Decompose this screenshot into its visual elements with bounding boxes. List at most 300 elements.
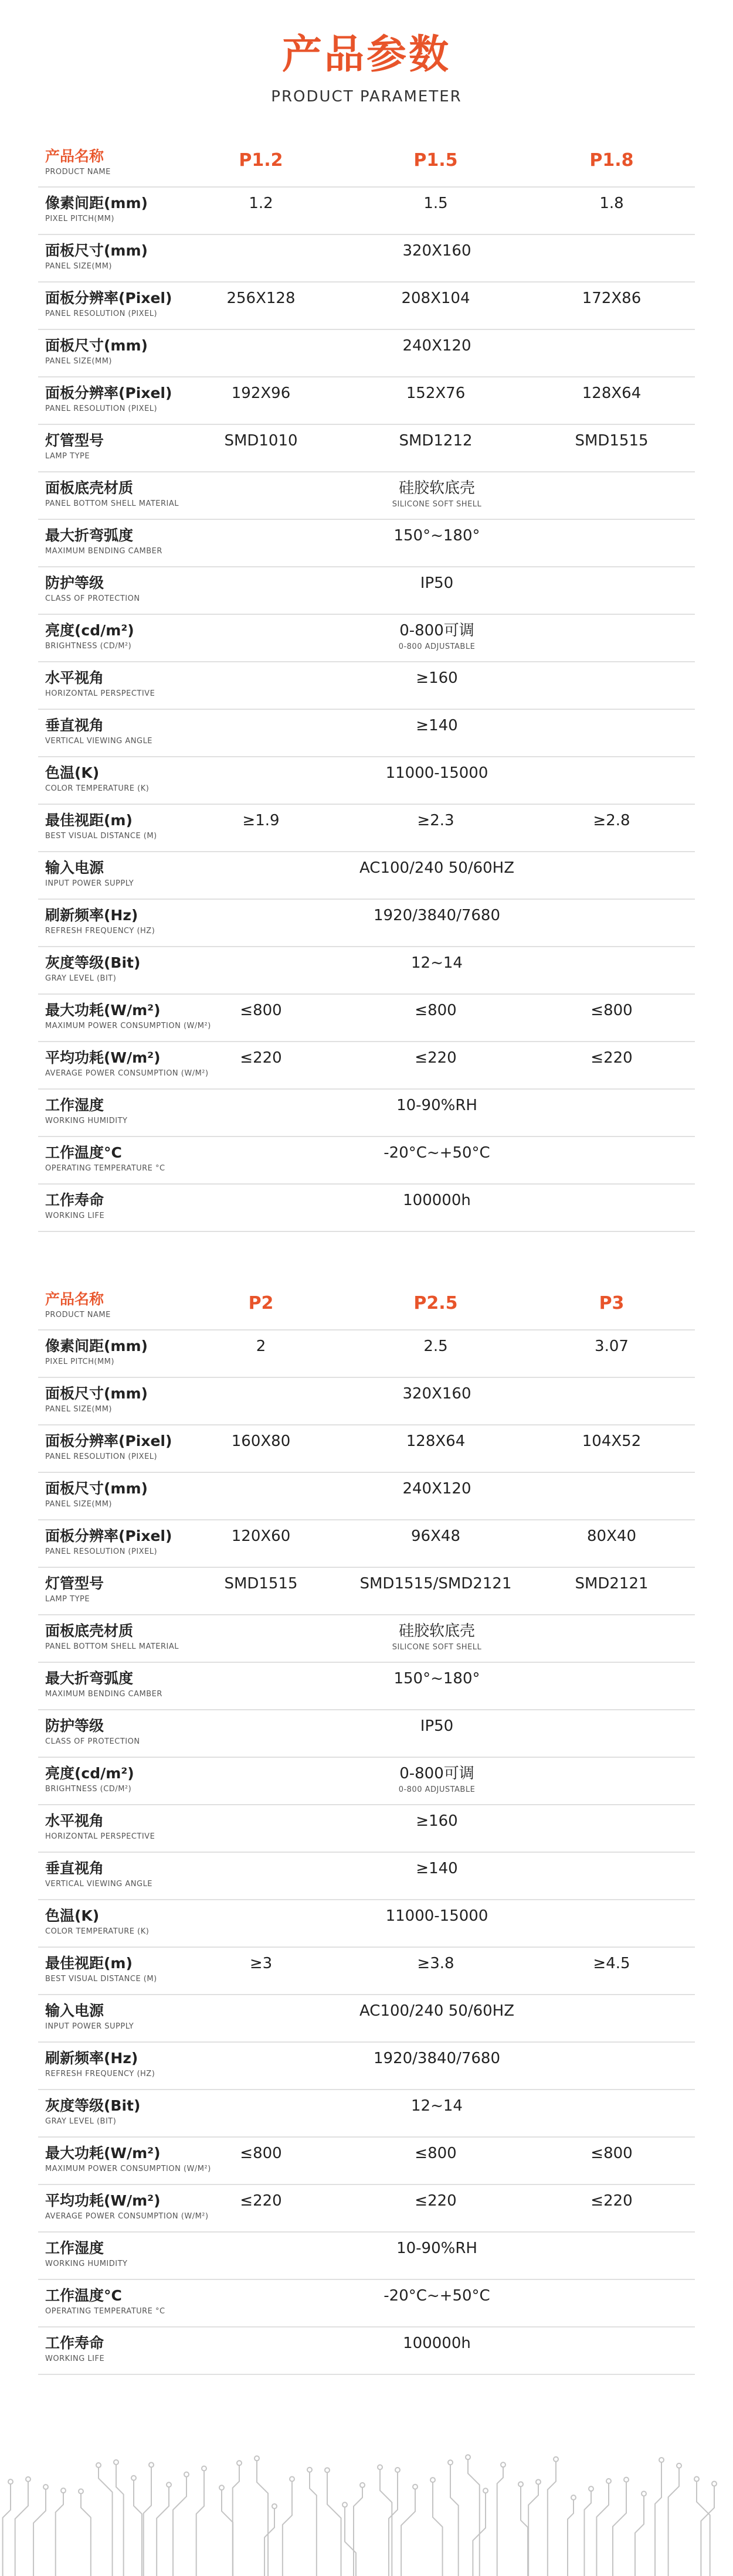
row-value: ≤800 bbox=[240, 2145, 282, 2162]
table-row bbox=[38, 1425, 695, 1473]
span-value-main: 11000-15000 bbox=[385, 764, 488, 782]
page-header bbox=[0, 32, 733, 106]
row-label-en: CLASS OF PROTECTION bbox=[45, 1737, 140, 1746]
circuit-trace bbox=[635, 2494, 644, 2576]
row-label-en: WORKING HUMIDITY bbox=[45, 1117, 128, 1125]
row-label-en: OPERATING TEMPERATURE °C bbox=[45, 1164, 165, 1173]
circuit-node bbox=[26, 2477, 30, 2482]
row-label-cn: 面板分辨率(Pixel) bbox=[45, 384, 172, 401]
header-label-en: PRODUCT NAME bbox=[45, 1311, 111, 1319]
row-span-value bbox=[261, 622, 613, 651]
row-label-cn: 水平视角 bbox=[45, 1812, 104, 1829]
circuit-node bbox=[272, 2504, 277, 2509]
circuit-trace bbox=[257, 2458, 268, 2576]
row-label bbox=[45, 2050, 233, 2080]
row-label-en: REFRESH FREQUENCY (HZ) bbox=[45, 2070, 155, 2078]
circuit-node bbox=[413, 2485, 418, 2489]
circuit-node bbox=[184, 2472, 189, 2477]
table-row bbox=[38, 1758, 695, 1805]
model-name: P1.8 bbox=[589, 150, 634, 171]
table-row bbox=[38, 2185, 695, 2233]
row-label-cn: 输入电源 bbox=[45, 859, 104, 876]
row-value: 172X86 bbox=[582, 290, 642, 307]
model-name: P1.2 bbox=[239, 150, 283, 171]
circuit-trace bbox=[354, 2485, 362, 2576]
table-row bbox=[38, 2138, 695, 2185]
row-label-en: MAXIMUM POWER CONSUMPTION (W/M²) bbox=[45, 2165, 211, 2173]
table-row bbox=[38, 662, 695, 710]
span-value-main: ≥140 bbox=[416, 717, 458, 734]
span-value-main: 320X160 bbox=[402, 242, 471, 260]
table-row bbox=[38, 1473, 695, 1520]
span-value-main: 11000-15000 bbox=[385, 1907, 488, 1925]
row-span-value bbox=[261, 1144, 613, 1162]
table-row bbox=[38, 1185, 695, 1232]
row-label-cn: 垂直视角 bbox=[45, 717, 104, 734]
row-label-en: HORIZONTAL PERSPECTIVE bbox=[45, 689, 155, 698]
row-label bbox=[45, 717, 233, 747]
row-label bbox=[45, 1717, 233, 1747]
row-label-cn: 防护等级 bbox=[45, 1717, 104, 1734]
span-value-main: 240X120 bbox=[402, 1480, 471, 1498]
circuit-trace bbox=[697, 2479, 710, 2576]
row-label-cn: 水平视角 bbox=[45, 669, 104, 686]
circuit-trace bbox=[157, 2485, 169, 2576]
row-label-cn: 防护等级 bbox=[45, 574, 104, 591]
row-span-value bbox=[261, 337, 613, 355]
row-label-en: LAMP TYPE bbox=[45, 452, 90, 461]
table-header-row bbox=[38, 141, 695, 188]
circuit-trace bbox=[173, 2475, 186, 2576]
row-value: ≥2.3 bbox=[417, 812, 454, 829]
row-value: SMD1515/SMD2121 bbox=[359, 1575, 512, 1592]
circuit-trace bbox=[450, 2462, 459, 2576]
row-label-en: GRAY LEVEL (BIT) bbox=[45, 974, 117, 983]
row-label bbox=[45, 1907, 233, 1937]
row-label-cn: 灯管型号 bbox=[45, 432, 104, 449]
circuit-node bbox=[149, 2462, 154, 2467]
circuit-trace bbox=[668, 2466, 679, 2576]
row-value: 128X64 bbox=[582, 384, 642, 402]
row-label-en: PANEL SIZE(MM) bbox=[45, 1405, 112, 1414]
table-row bbox=[38, 1615, 695, 1663]
table-row bbox=[38, 615, 695, 662]
span-value-main: 1920/3840/7680 bbox=[373, 2050, 501, 2067]
circuit-node bbox=[360, 2483, 365, 2487]
model-name: P2.5 bbox=[413, 1293, 458, 1313]
circuit-trace bbox=[116, 2462, 124, 2576]
table-row bbox=[38, 2233, 695, 2280]
row-label-en: AVERAGE POWER CONSUMPTION (W/M²) bbox=[45, 1069, 209, 1078]
span-value-main: IP50 bbox=[420, 1717, 454, 1735]
row-label-cn: 亮度(cd/m²) bbox=[45, 622, 134, 639]
span-value-sub: 0-800 ADJUSTABLE bbox=[398, 1785, 476, 1795]
circuit-trace bbox=[548, 2459, 556, 2576]
row-label-en: PANEL SIZE(MM) bbox=[45, 1500, 112, 1509]
span-value-sub: SILICONE SOFT SHELL bbox=[392, 500, 482, 509]
circuit-trace bbox=[327, 2470, 341, 2576]
model-name: P1.5 bbox=[413, 150, 458, 171]
circuit-node bbox=[624, 2478, 629, 2482]
row-label-cn: 最大折弯弧度 bbox=[45, 1670, 134, 1687]
row-label-cn: 工作湿度 bbox=[45, 1097, 104, 1114]
row-span-value bbox=[261, 2335, 613, 2353]
circuit-trace bbox=[701, 2484, 714, 2576]
row-label-en: BRIGHTNESS (CD/M²) bbox=[45, 642, 132, 651]
row-label bbox=[45, 1812, 233, 1842]
row-label-en: BEST VISUAL DISTANCE (M) bbox=[45, 1975, 157, 1983]
table-row bbox=[38, 377, 695, 425]
row-label-en: WORKING LIFE bbox=[45, 1212, 105, 1220]
table-row bbox=[38, 1995, 695, 2043]
row-label bbox=[45, 1622, 233, 1652]
table-row bbox=[38, 283, 695, 330]
span-value-sub: SILICONE SOFT SHELL bbox=[392, 1643, 482, 1652]
row-value: ≤220 bbox=[240, 1049, 282, 1067]
table-row bbox=[38, 567, 695, 615]
row-value: SMD1212 bbox=[399, 432, 473, 450]
row-span-value bbox=[261, 1670, 613, 1688]
row-value: 128X64 bbox=[406, 1432, 466, 1450]
row-value: ≤800 bbox=[415, 2145, 457, 2162]
circuit-node bbox=[395, 2468, 400, 2472]
circuit-node bbox=[501, 2462, 505, 2467]
row-label-en: MAXIMUM BENDING CAMBER bbox=[45, 1690, 162, 1699]
row-label-en: PANEL SIZE(MM) bbox=[45, 262, 112, 271]
table-row bbox=[38, 757, 695, 805]
circuit-trace bbox=[99, 2465, 113, 2576]
row-label-en: WORKING LIFE bbox=[45, 2354, 105, 2363]
circuit-trace bbox=[3, 2482, 11, 2576]
circuit-node bbox=[307, 2468, 312, 2472]
row-label-cn: 面板尺寸(mm) bbox=[45, 242, 148, 259]
row-label-en: OPERATING TEMPERATURE °C bbox=[45, 2307, 165, 2316]
row-label-en: PANEL RESOLUTION (PIXEL) bbox=[45, 1452, 158, 1461]
circuit-trace bbox=[310, 2470, 317, 2576]
row-label-cn: 色温(K) bbox=[45, 1907, 100, 1924]
row-label-cn: 面板分辨率(Pixel) bbox=[45, 1527, 172, 1544]
span-value-main: 10-90%RH bbox=[396, 2240, 477, 2257]
row-label-en: INPUT POWER SUPPLY bbox=[45, 879, 134, 888]
row-label-cn: 面板底壳材质 bbox=[45, 479, 134, 496]
span-value-main: 240X120 bbox=[402, 337, 471, 355]
row-value: 3.07 bbox=[595, 1338, 629, 1355]
row-value: SMD2121 bbox=[575, 1575, 649, 1592]
row-label-en: VERTICAL VIEWING ANGLE bbox=[45, 737, 153, 746]
circuit-node bbox=[254, 2456, 259, 2461]
row-span-value bbox=[261, 954, 613, 972]
table-row bbox=[38, 805, 695, 852]
circuit-trace bbox=[389, 2470, 398, 2576]
row-value: ≤800 bbox=[591, 2145, 633, 2162]
table-row bbox=[38, 1042, 695, 1090]
circuit-node bbox=[606, 2479, 611, 2483]
row-label bbox=[45, 1144, 233, 1174]
row-span-value bbox=[261, 717, 613, 735]
table-row bbox=[38, 472, 695, 520]
span-value-main: 150°~180° bbox=[393, 1670, 480, 1687]
row-label-cn: 面板尺寸(mm) bbox=[45, 1480, 148, 1497]
row-label bbox=[45, 2097, 233, 2127]
circuit-trace bbox=[521, 2484, 528, 2576]
row-span-value bbox=[261, 1192, 613, 1210]
table-row bbox=[38, 1378, 695, 1425]
circuit-node bbox=[114, 2460, 118, 2465]
row-value: ≥3.8 bbox=[417, 1955, 454, 1972]
row-label-en: GRAY LEVEL (BIT) bbox=[45, 2117, 117, 2126]
table-row bbox=[38, 2043, 695, 2090]
circuit-trace bbox=[283, 2479, 292, 2576]
span-value-main: 10-90%RH bbox=[396, 1097, 477, 1114]
span-value-main: 100000h bbox=[403, 2335, 471, 2352]
table-row bbox=[38, 995, 695, 1042]
row-label-cn: 最佳视距(m) bbox=[45, 1955, 133, 1972]
table-row bbox=[38, 425, 695, 472]
span-value-main: IP50 bbox=[420, 574, 454, 592]
circuit-node bbox=[466, 2455, 470, 2459]
table-row bbox=[38, 1948, 695, 1995]
table-row bbox=[38, 852, 695, 900]
row-span-value bbox=[261, 1097, 613, 1115]
row-label-cn: 像素间距(mm) bbox=[45, 1338, 148, 1355]
table-row bbox=[38, 1090, 695, 1137]
row-label-en: PIXEL PITCH(MM) bbox=[45, 215, 114, 223]
table-row bbox=[38, 2090, 695, 2138]
circuit-trace bbox=[568, 2497, 573, 2576]
circuit-node bbox=[167, 2482, 171, 2487]
circuit-node bbox=[96, 2463, 101, 2468]
row-label-cn: 工作温度°C bbox=[45, 1144, 122, 1161]
circuit-node bbox=[79, 2489, 83, 2493]
row-value: ≤220 bbox=[591, 2192, 633, 2210]
table-row bbox=[38, 1663, 695, 1710]
row-label-en: WORKING HUMIDITY bbox=[45, 2259, 128, 2268]
circuit-trace bbox=[380, 2467, 392, 2576]
row-value: 2.5 bbox=[423, 1338, 448, 1355]
row-span-value bbox=[261, 1765, 613, 1794]
span-value-main: -20°C~+50°C bbox=[384, 1144, 490, 1162]
row-label bbox=[45, 479, 233, 509]
circuit-trace bbox=[134, 2478, 142, 2576]
row-span-value bbox=[261, 669, 613, 688]
circuit-trace bbox=[596, 2481, 609, 2576]
circuit-trace bbox=[401, 2487, 415, 2576]
row-label-en: MAXIMUM POWER CONSUMPTION (W/M²) bbox=[45, 1022, 211, 1030]
row-label-en: BEST VISUAL DISTANCE (M) bbox=[45, 832, 157, 840]
row-label-cn: 垂直视角 bbox=[45, 1860, 104, 1877]
circuit-trace bbox=[144, 2465, 151, 2576]
row-span-value bbox=[261, 1860, 613, 1878]
row-label bbox=[45, 2287, 233, 2317]
span-value-main: 1920/3840/7680 bbox=[373, 907, 501, 924]
span-value-main: 0-800可调 bbox=[399, 1765, 474, 1782]
row-value: 1.5 bbox=[423, 195, 448, 212]
row-label-en: LAMP TYPE bbox=[45, 1595, 90, 1604]
table-row bbox=[38, 188, 695, 235]
row-value: ≤220 bbox=[591, 1049, 633, 1067]
circuit-node bbox=[131, 2476, 136, 2480]
row-label-cn: 最大折弯弧度 bbox=[45, 527, 134, 544]
row-label bbox=[45, 242, 233, 272]
row-span-value bbox=[261, 527, 613, 545]
row-span-value bbox=[261, 2002, 613, 2020]
circuit-node bbox=[325, 2468, 330, 2472]
row-label-cn: 灰度等级(Bit) bbox=[45, 2097, 141, 2114]
row-span-value bbox=[261, 1622, 613, 1652]
circuit-node bbox=[61, 2488, 66, 2493]
header-label-cn: 产品名称 bbox=[45, 1291, 104, 1308]
circuit-trace bbox=[655, 2460, 661, 2576]
row-span-value bbox=[261, 1385, 613, 1403]
row-value: ≤800 bbox=[591, 1002, 633, 1019]
row-label-en: CLASS OF PROTECTION bbox=[45, 594, 140, 603]
row-label-cn: 最大功耗(W/m²) bbox=[45, 2145, 161, 2162]
row-value: ≥2.8 bbox=[593, 812, 630, 829]
circuit-trace bbox=[497, 2465, 503, 2576]
row-label bbox=[45, 527, 233, 557]
row-label-cn: 面板尺寸(mm) bbox=[45, 1385, 148, 1402]
row-value: 192X96 bbox=[231, 384, 291, 402]
row-label bbox=[45, 2335, 233, 2364]
row-label-en: PANEL SIZE(MM) bbox=[45, 357, 112, 366]
row-span-value bbox=[261, 2287, 613, 2305]
table-row bbox=[38, 2327, 695, 2375]
row-span-value bbox=[261, 479, 613, 509]
circuit-trace bbox=[196, 2468, 204, 2576]
row-label-cn: 亮度(cd/m²) bbox=[45, 1765, 134, 1782]
row-label-cn: 最佳视距(m) bbox=[45, 812, 133, 829]
row-label bbox=[45, 622, 233, 652]
row-span-value bbox=[261, 2050, 613, 2068]
row-label bbox=[45, 859, 233, 889]
row-label bbox=[45, 764, 233, 794]
table-row bbox=[38, 1805, 695, 1853]
span-value-main: AC100/240 50/60HZ bbox=[359, 859, 515, 877]
span-value-main: 0-800可调 bbox=[399, 622, 474, 639]
row-label-cn: 平均功耗(W/m²) bbox=[45, 2192, 161, 2209]
span-value-main: 12~14 bbox=[411, 954, 463, 972]
row-label-en: HORIZONTAL PERSPECTIVE bbox=[45, 1832, 155, 1841]
circuit-node bbox=[430, 2478, 435, 2482]
table-row bbox=[38, 1137, 695, 1185]
span-value-main: ≥160 bbox=[416, 1812, 458, 1830]
row-label-en: REFRESH FREQUENCY (HZ) bbox=[45, 927, 155, 935]
circuit-node bbox=[237, 2461, 242, 2465]
model-name: P3 bbox=[599, 1293, 625, 1313]
row-span-value bbox=[261, 1907, 613, 1925]
spec-table-2 bbox=[38, 1284, 695, 2375]
row-label bbox=[45, 1192, 233, 1221]
table-row bbox=[38, 1710, 695, 1758]
table-row bbox=[38, 1568, 695, 1615]
circuit-trace bbox=[222, 2487, 233, 2576]
circuit-trace bbox=[584, 2489, 591, 2576]
circuit-trace bbox=[33, 2487, 46, 2576]
row-label-cn: 灯管型号 bbox=[45, 1575, 104, 1592]
circuit-trace bbox=[433, 2480, 443, 2576]
row-span-value bbox=[261, 574, 613, 593]
row-label-en: PANEL BOTTOM SHELL MATERIAL bbox=[45, 499, 179, 508]
circuit-trace bbox=[528, 2482, 538, 2576]
model-name: P2 bbox=[248, 1293, 274, 1313]
circuit-trace bbox=[468, 2457, 480, 2576]
circuit-trace bbox=[15, 2479, 28, 2576]
row-span-value bbox=[261, 242, 613, 260]
circuit-node bbox=[694, 2477, 699, 2482]
table-row bbox=[38, 710, 695, 757]
span-value-main: 320X160 bbox=[402, 1385, 471, 1403]
row-value: SMD1010 bbox=[224, 432, 298, 450]
row-value: ≥3 bbox=[249, 1955, 273, 1972]
circuit-trace bbox=[345, 2504, 356, 2576]
row-label-en: AVERAGE POWER CONSUMPTION (W/M²) bbox=[45, 2212, 209, 2221]
row-span-value bbox=[261, 1812, 613, 1830]
row-label-cn: 刷新频率(Hz) bbox=[45, 2050, 138, 2067]
circuit-node bbox=[571, 2495, 576, 2500]
span-value-main: 150°~180° bbox=[393, 527, 480, 545]
row-value: 2 bbox=[256, 1338, 266, 1355]
row-span-value bbox=[261, 2097, 613, 2115]
row-label bbox=[45, 907, 233, 937]
row-label-en: PANEL RESOLUTION (PIXEL) bbox=[45, 404, 158, 413]
row-label-en: COLOR TEMPERATURE (K) bbox=[45, 1927, 150, 1936]
circuit-node bbox=[536, 2479, 541, 2484]
table-row bbox=[38, 1330, 695, 1378]
row-span-value bbox=[261, 1717, 613, 1736]
row-value: 208X104 bbox=[401, 290, 470, 307]
row-label bbox=[45, 574, 233, 604]
row-value: ≤220 bbox=[415, 1049, 457, 1067]
circuit-node bbox=[642, 2492, 646, 2496]
row-label-cn: 色温(K) bbox=[45, 764, 100, 781]
row-label-cn: 工作温度°C bbox=[45, 2287, 122, 2304]
row-label bbox=[45, 337, 233, 367]
row-label bbox=[45, 1765, 233, 1795]
table-row bbox=[38, 1520, 695, 1568]
circuit-node bbox=[448, 2460, 453, 2465]
circuit-decoration bbox=[0, 2450, 733, 2576]
row-label-en: PANEL BOTTOM SHELL MATERIAL bbox=[45, 1642, 179, 1651]
span-value-main: 硅胶软底壳 bbox=[398, 1622, 475, 1640]
row-label bbox=[45, 1670, 233, 1700]
row-span-value bbox=[261, 1480, 613, 1498]
circuit-node bbox=[712, 2482, 717, 2486]
circuit-node bbox=[483, 2488, 488, 2493]
row-label-cn: 像素间距(mm) bbox=[45, 195, 148, 212]
span-value-main: 12~14 bbox=[411, 2097, 463, 2115]
row-value: 1.8 bbox=[599, 195, 624, 212]
table-row bbox=[38, 2280, 695, 2327]
span-value-main: ≥140 bbox=[416, 1860, 458, 1877]
row-value: ≤800 bbox=[415, 1002, 457, 1019]
span-value-sub: 0-800 ADJUSTABLE bbox=[398, 642, 476, 652]
span-value-main: ≥160 bbox=[416, 669, 458, 687]
circuit-node bbox=[43, 2485, 48, 2489]
row-label-en: VERTICAL VIEWING ANGLE bbox=[45, 1880, 153, 1888]
span-value-main: -20°C~+50°C bbox=[384, 2287, 490, 2305]
row-label-cn: 最大功耗(W/m²) bbox=[45, 1002, 161, 1019]
row-value: 152X76 bbox=[406, 384, 466, 402]
circuit-node bbox=[290, 2476, 294, 2481]
row-value: 1.2 bbox=[249, 195, 273, 212]
circuit-node bbox=[518, 2482, 523, 2486]
row-value: SMD1515 bbox=[575, 432, 649, 450]
table-row bbox=[38, 900, 695, 947]
row-label-en: PANEL RESOLUTION (PIXEL) bbox=[45, 1547, 158, 1556]
row-label bbox=[45, 1385, 233, 1415]
row-label bbox=[45, 2240, 233, 2269]
table-row bbox=[38, 520, 695, 567]
